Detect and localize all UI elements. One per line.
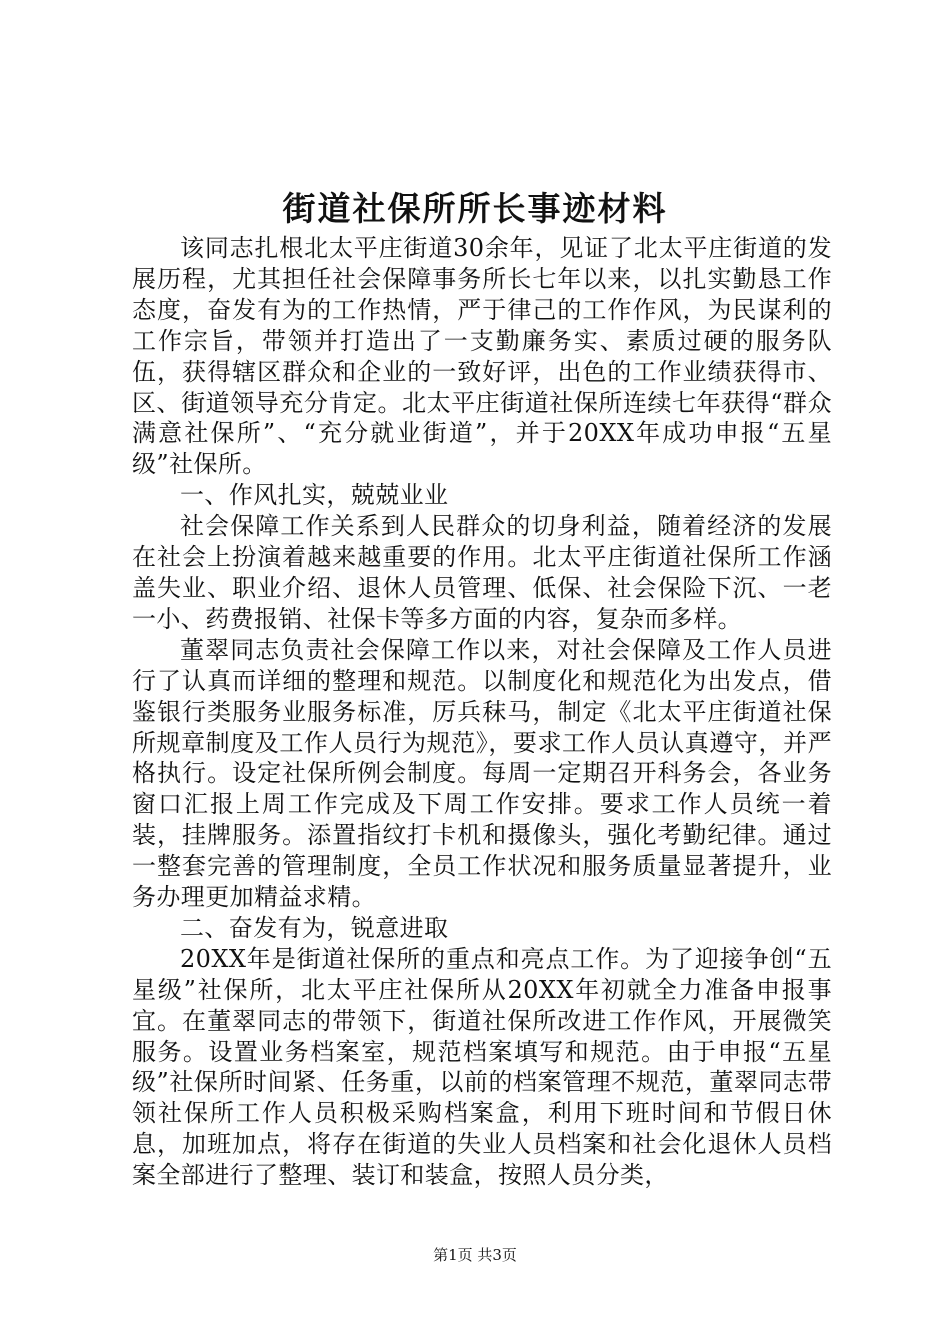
document-title: 街道社保所所长事迹材料 xyxy=(282,189,668,228)
page-footer: 第1页 共3页 xyxy=(433,1246,517,1264)
section-heading-1: 一、作风扎实，兢兢业业 xyxy=(180,481,449,510)
paragraph-intro: 该同志扎根北太平庄街道30余年，见证了北太平庄街道的发展历程，尤其担任社会保障事务所长七年以来，以扎实勤恳工作态度，奋发有为的工作热情，严于律己的工作作风，为民谋利的工作宗旨，带领并打造出了一支勤廉务实、素质过硬的服务队伍，获得辖区群众和企业的一致好评，出色的工作业绩获得市、区、街道领导充分肯定。北太平庄街道社保所连续七年获得“群众满意社保所”、“充分就业街道”，并于20XX年成功申报“五星级”社保所。 xyxy=(132,234,832,479)
paragraph-section1-rules: 董翠同志负责社会保障工作以来，对社会保障及工作人员进行了认真而详细的整理和规范。以制度化和规范化为出发点，借鉴银行类服务业服务标准，厉兵秣马，制定《北太平庄街道社保所规章制度及工作人员行为规范》，要求工作人员认真遵守，并严格执行。设定社保所例会制度。每周一定期召开科务会，各业务窗口汇报上周工作完成及下周工作安排。要求工作人员统一着装，挂牌服务。添置指纹打卡机和摄像头，强化考勤纪律。通过一整套完善的管理制度，全员工作状况和服务质量显著提升，业务办理更加精益求精。 xyxy=(132,635,832,912)
section-heading-2: 二、奋发有为，锐意进取 xyxy=(180,913,449,942)
paragraph-section2-fivestar: 20XX年是街道社保所的重点和亮点工作。为了迎接争创“五星级”社保所，北太平庄社保所从20XX年初就全力准备申报事宜。在董翠同志的带领下，街道社保所改进工作作风，开展微笑服务。设置业务档案室，规范档案填写和规范。由于申报“五星级”社保所时间紧、任务重，以前的档案管理不规范，董翠同志带领社保所工作人员积极采购档案盒，利用下班时间和节假日休息，加班加点，将存在街道的失业人员档案和社会化退休人员档案全部进行了整理、装订和装盒，按照人员分类， xyxy=(132,944,832,1190)
document-body xyxy=(132,233,832,1191)
paragraph-section1-scope: 社会保障工作关系到人民群众的切身利益，随着经济的发展在社会上扮演着越来越重要的作用。北太平庄街道社保所工作涵盖失业、职业介绍、退休人员管理、低保、社会保险下沉、一老一小、药费报销、社保卡等多方面的内容，复杂而多样。 xyxy=(132,512,832,633)
